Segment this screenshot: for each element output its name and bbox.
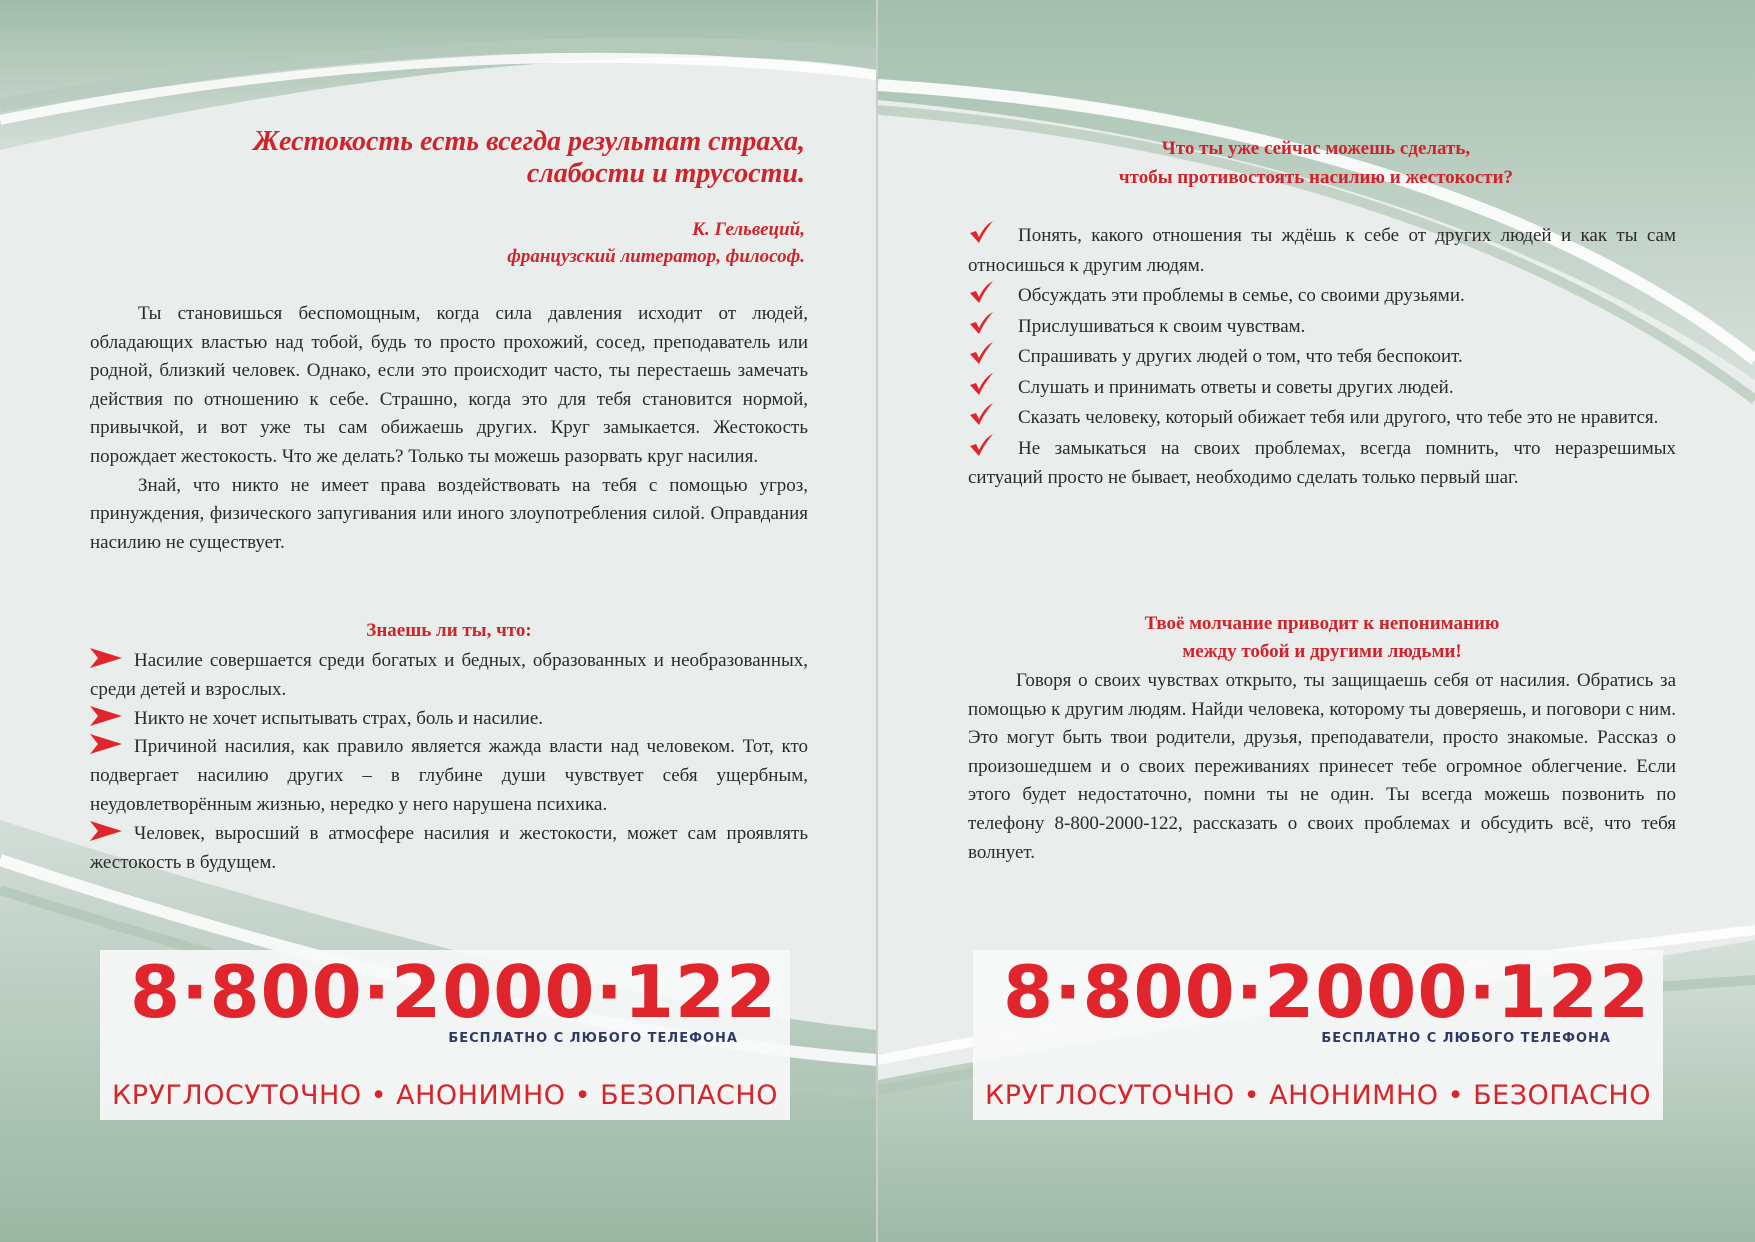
facts-heading: Знаешь ли ты, что: <box>366 620 532 641</box>
silence-heading <box>968 610 1676 666</box>
list-item <box>90 820 808 878</box>
list-item <box>90 733 808 819</box>
hotline-banner <box>973 950 1663 1120</box>
intro-text <box>90 300 808 557</box>
list-item <box>968 341 1676 372</box>
arrow-bullet-icon <box>90 821 122 841</box>
fact-text: Никто не хочет испытывать страх, боль и насилие. <box>134 707 544 729</box>
list-item <box>968 402 1676 433</box>
checkmark-icon <box>968 372 994 396</box>
checkmark-icon <box>968 280 994 304</box>
checkmark-icon <box>968 341 994 365</box>
paragraph: Говоря о своих чувствах открыто, ты защищаешь себя от насилия. Обратись за помощью к другим людям. Найди человека, которому ты доверяешь, и поговори с ним. Это могут быть твои родители, друзья, преподаватели, просто знакомые. Рассказ о произошедшем и о своих переживаниях принесет тебе огромное облегчение. Если этого будет недостаточно, помни ты не один. Ты всегда можешь позвонить по телефону 8-800-2000-122, рассказать о своих проблемах и обсудить всё, что тебя волнует. <box>968 670 1676 863</box>
checkmark-icon <box>968 220 994 244</box>
actions-heading <box>958 134 1674 192</box>
heading-line: между тобой и другими людьми! <box>1182 641 1462 662</box>
fact-text: Человек, выросший в атмосфере насилия и жестокости, может сам проявлять жестокость в будущем. <box>90 822 808 873</box>
left-page <box>0 0 877 1242</box>
action-text: Спрашивать у других людей о том, что тебя беспокоит. <box>1018 346 1463 367</box>
hotline-free-note: БЕСПЛАТНО С ЛЮБОГО ТЕЛЕФОНА <box>448 1031 738 1046</box>
hotline-free-note: БЕСПЛАТНО С ЛЮБОГО ТЕЛЕФОНА <box>1321 1031 1611 1046</box>
checkmark-icon <box>968 402 994 426</box>
paragraph: Ты становишься беспомощным, когда сила давления исходит от людей, обладающих властью над тобой, будь то просто прохожий, сосед, преподаватель или родной, близкий человек. Однако, если это происходит часто, ты перестаешь замечать действия по отношению к себе. Страшно, когда это для тебя становится нормой, привычкой, и вот уже ты сам обижаешь других. Круг замыкается. Жестокость порождает жестокость. Что же делать? Только ты можешь разорвать круг насилия. <box>90 303 808 467</box>
author-name: К. Гельвеций, <box>692 219 805 240</box>
epigraph-author <box>205 216 805 270</box>
list-item <box>968 311 1676 342</box>
hotline-slogan: КРУГЛОСУТОЧНО • АНОНИМНО • БЕЗОПАСНО <box>112 1080 778 1111</box>
action-text: Прислушиваться к своим чувствам. <box>1018 315 1306 337</box>
checkmark-icon <box>968 433 994 457</box>
hotline-phone-number: 8·800·2000·122 <box>1003 950 1651 1034</box>
list-item <box>90 647 808 705</box>
heading-line: Что ты уже сейчас можешь сделать, <box>1161 138 1471 159</box>
epigraph-quote: Жестокость есть всегда результат страха, слабости и трусости. <box>253 126 805 189</box>
heading-line: чтобы противостоять насилию и жестокости? <box>1118 167 1514 188</box>
fact-text: Причиной насилия, как правило является жажда власти над человеком. Тот, кто подвергает насилию других – в глубине души чувствует себя ущербным, неудовлетворённым жизнью, нередко у него нарушена психика. <box>90 736 808 815</box>
action-text: Сказать человеку, который обижает тебя или другого, что тебе это не нравится. <box>1018 407 1659 428</box>
arrow-bullet-icon <box>90 648 122 668</box>
action-text: Понять, какого отношения ты ждёшь к себе от других людей и как ты сам относишься к другим людям. <box>968 225 1676 276</box>
heading-line: Твоё молчание приводит к непониманию <box>1144 613 1500 634</box>
hotline-slogan: КРУГЛОСУТОЧНО • АНОНИМНО • БЕЗОПАСНО <box>985 1080 1651 1111</box>
action-text: Обсуждать эти проблемы в семье, со своими друзьями. <box>1018 285 1465 306</box>
right-page <box>878 0 1755 1242</box>
hotline-banner <box>100 950 790 1120</box>
checkmark-icon <box>968 311 994 335</box>
advice-text <box>968 667 1676 867</box>
action-text: Слушать и принимать ответы и советы других людей. <box>1018 376 1454 398</box>
list-item <box>968 220 1676 280</box>
facts-list <box>90 647 808 877</box>
list-item <box>968 433 1676 493</box>
author-role: французский литератор, философ. <box>507 246 805 267</box>
arrow-bullet-icon <box>90 706 122 726</box>
list-item <box>90 705 808 734</box>
list-item <box>968 280 1676 311</box>
action-text: Не замыкаться на своих проблемах, всегда помнить, что неразрешимых ситуаций просто не бывает, необходимо сделать только первый шаг. <box>968 437 1676 488</box>
list-item <box>968 372 1676 403</box>
paragraph: Знай, что никто не имеет права воздействовать на тебя с помощью угроз, принуждения, физического запугивания или иного злоупотребления силой. Оправдания насилию не существует. <box>90 474 808 553</box>
actions-list <box>968 220 1676 493</box>
arrow-bullet-icon <box>90 734 122 754</box>
fact-text: Насилие совершается среди богатых и бедных, образованных и необразованных, среди детей и взрослых. <box>90 650 808 700</box>
hotline-phone-number: 8·800·2000·122 <box>130 950 778 1034</box>
